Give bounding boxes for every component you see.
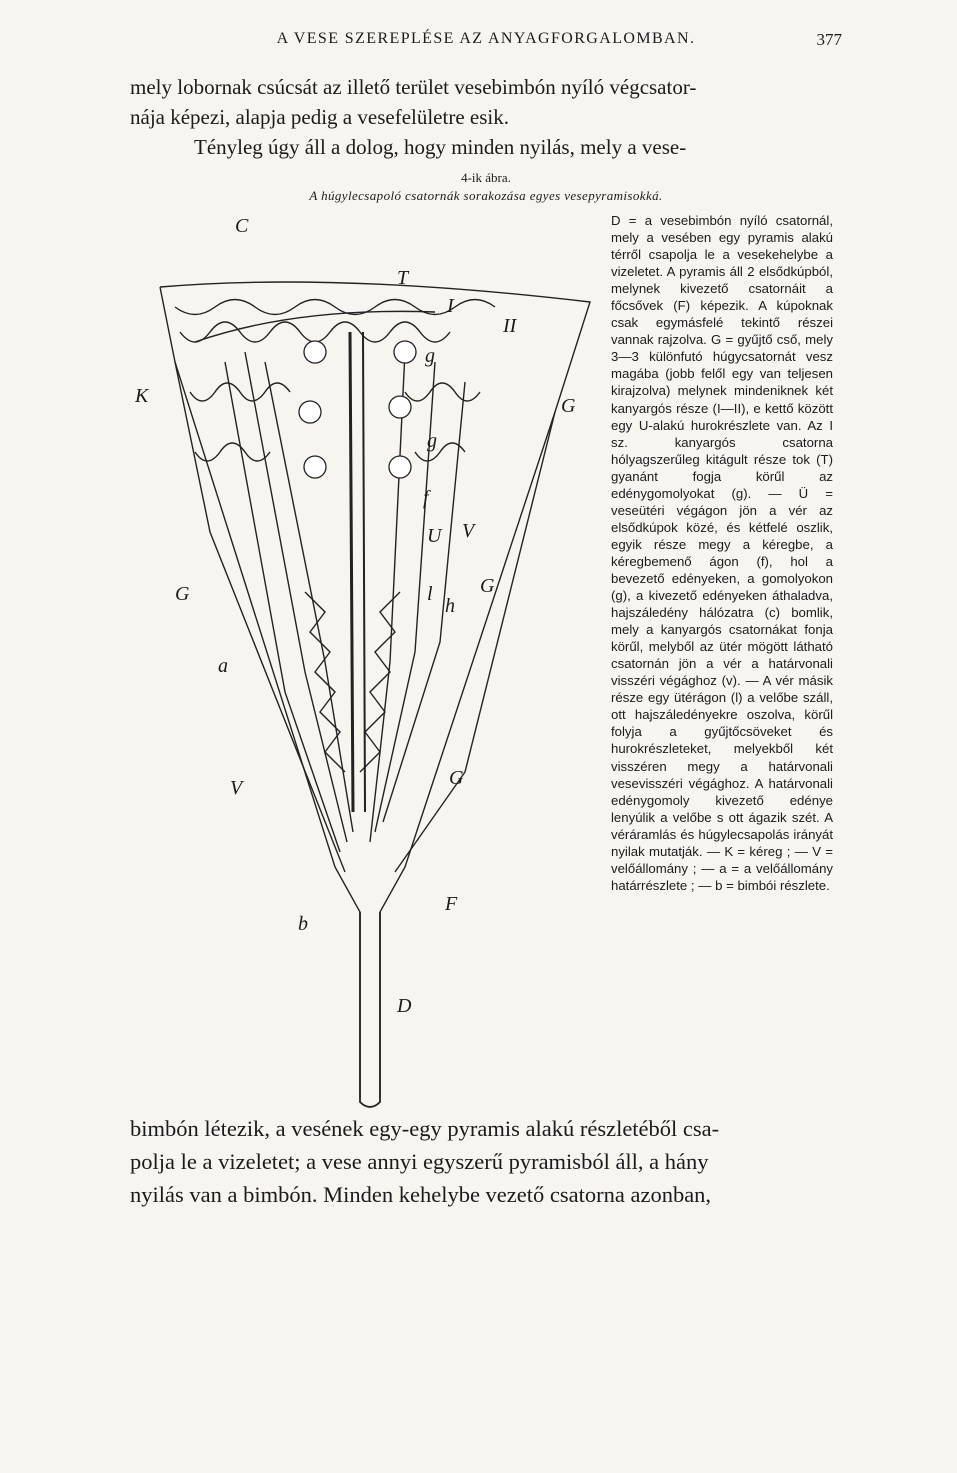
label-v-left: V (230, 777, 243, 799)
label-d: D (397, 995, 412, 1017)
label-l: l (427, 583, 433, 605)
label-v-right: V (462, 520, 475, 542)
label-c: C (235, 215, 249, 237)
page-number: 377 (816, 30, 842, 49)
label-u: U (427, 525, 442, 547)
top-text-line-3: Tényleg úgy áll a dolog, hogy minden nyilás, mely a vese- (194, 135, 687, 159)
figure-legend: D = a vesebimbón nyíló csatornál, mely a vesében egy pyramis alakú térről csapolja le a vesekehelybe a vizeletet. A pyramis áll 2 elsődkúpból, melynek kivezető csatornáit a főcsővek (F) képezik. A kúpoknak csak egymásfelé tekintő részei vannak rajzolva. G = gyűjtő cső, mely 3—3 különfutó húgycsatornát vesz magába (jobb felől egy van teljesen kirajzolva) melynek mindeniknek két kanyargós része (I—II), e kettő között egy U-alakú hurokrészlete van. Az I sz. kanyargós csatorna hólyagszerűleg kitágult része tok (T) gyanánt fogja körűl az edénygomolyokat (g). — Ü = veseütéri végágon jön a vér az elsődkúpok közé, és kétfelé oszlik, egyik része megy a kéregbe, a kéregbemenő ágon (f), hol a bevezető edényeken, a gomolyokon (g), a kivezető edényeken áthaladva, hajszáledény hálózatra (c) bomlik, mely a kanyargós csatornákat fonja körűl, melyből az ütér mögött látható csatornán jön a vér a határvonali visszéri végághoz (v). — A vér másik része egy ütérágon (l) a velőbe száll, ott hajszáledényekre oszolva, körűl folyja a gyűjtőcsöveket és hurokrészleteket, melyekből két visszéren megy a határvonali vesevisszéri végághoz. A határvonali edénygomoly kivezető edénye lenyúlik a velőbe s ott ágazik szét. A véráramlás és húgylecsapolás irányát nyilak mutatják. — K = kéreg ; — V = velőállomány ; — a = a velőállomány határrészlete ; — b = bimbói részlete. (611, 213, 833, 893)
label-f-main: F (445, 893, 458, 915)
label-f: f (423, 487, 429, 509)
bottom-paragraph (130, 1112, 842, 1211)
pyramid-outline (160, 282, 590, 1097)
glomerulus (299, 401, 321, 423)
label-a: a (218, 655, 228, 677)
label-t: T (397, 267, 409, 289)
glomerulus (389, 456, 411, 478)
label-i: I (447, 295, 454, 317)
bottom-text-line-1: bimbón létezik, a vesének egy-egy pyramis alakú részletéből csa- (130, 1116, 720, 1141)
artery-trunk (350, 332, 353, 812)
label-b: b (298, 913, 308, 935)
glomerulus (394, 341, 416, 363)
label-g1: g (425, 345, 435, 367)
glomerulus (304, 456, 326, 478)
label-g2: g (427, 430, 437, 452)
glomerulus (304, 341, 326, 363)
top-text-line-1: mely lobornak csúcsát az illető terület vesebimbón nyíló végcsator- (130, 75, 697, 99)
top-text-line-2: nája képezi, alapja pedig a vesefelületre esik. (130, 105, 509, 129)
label-k: K (135, 385, 149, 407)
bottom-text-line-2: polja le a vizeletet; a vese annyi egyszerű pyramisból áll, a hány (130, 1149, 709, 1174)
figure-title: A húgylecsapoló csatornák sorakozása egyes vesepyramisokká. (309, 188, 663, 203)
glomerulus (389, 396, 411, 418)
label-ii: II (503, 315, 517, 337)
bottom-text-line-3: nyilás van a bimbón. Minden kehelybe vezető csatorna azonban, (130, 1182, 712, 1207)
header-title: A VESE SZEREPLÉSE AZ ANYAGFORGALOMBAN. (276, 30, 696, 47)
label-g-lower: G (449, 767, 464, 789)
kidney-pyramid-figure (135, 212, 605, 1132)
papilla-duct (360, 912, 380, 1107)
top-paragraph (130, 72, 842, 162)
label-g-upper: G (561, 395, 576, 417)
label-g-mid-right: G (480, 575, 495, 597)
running-header (130, 30, 842, 54)
label-g-left: G (175, 583, 190, 605)
label-h: h (445, 595, 455, 617)
figure-number: 4-ik ábra. (461, 170, 511, 185)
